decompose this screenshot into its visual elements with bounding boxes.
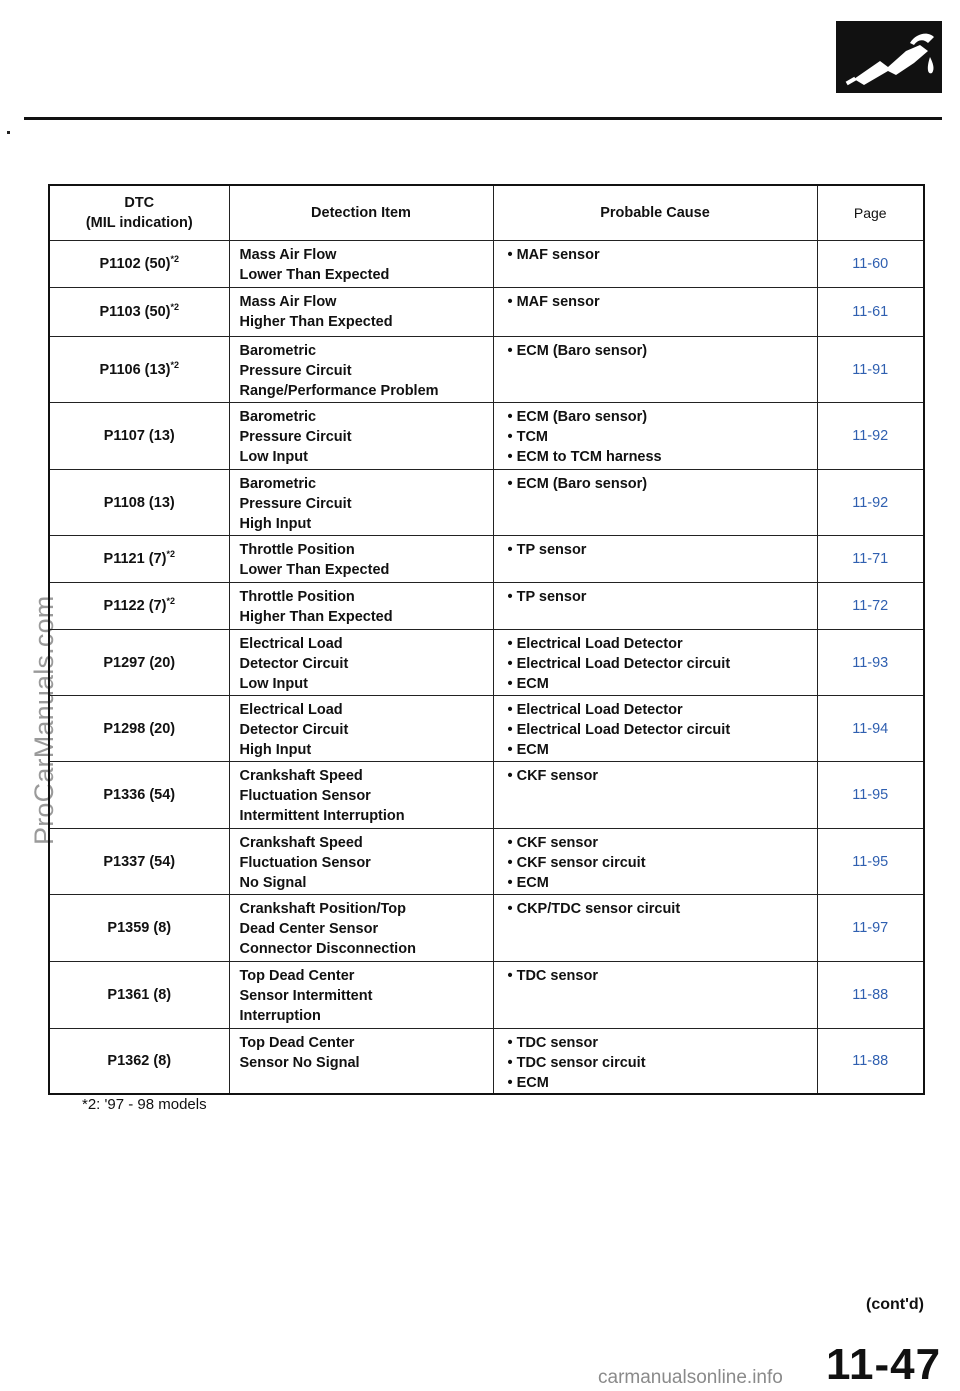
- cause-line: • CKF sensor: [507, 768, 598, 784]
- footnote-marker: *2: [170, 254, 179, 264]
- page-reference-link[interactable]: 11-88: [817, 1029, 924, 1095]
- dtc-code-text: P1297 (20): [103, 654, 176, 671]
- cause-line: • MAF sensor: [507, 247, 600, 263]
- dtc-code-text: P1106 (13): [99, 361, 171, 378]
- footnote-marker: *2: [166, 549, 175, 559]
- dtc-code: [49, 241, 229, 288]
- detection-item: [229, 536, 493, 583]
- cause-line: • TDC sensor circuit: [507, 1055, 646, 1071]
- detection-item: [229, 895, 493, 962]
- detection-line: Throttle Position: [239, 542, 355, 558]
- cause-line: • ECM (Baro sensor): [507, 409, 648, 425]
- detection-line: Barometric: [239, 343, 317, 359]
- dtc-code: [49, 536, 229, 583]
- page-reference-link[interactable]: 11-60: [817, 241, 924, 288]
- probable-cause: [493, 829, 817, 895]
- detection-item: [229, 1029, 493, 1095]
- probable-cause: [493, 241, 817, 288]
- detection-line: Range/Performance Problem: [239, 383, 439, 399]
- dtc-code: [49, 337, 229, 403]
- table-row: [49, 337, 924, 403]
- table-header-row: [49, 185, 924, 241]
- table-row: [49, 583, 924, 630]
- cause-line: • Electrical Load Detector: [507, 636, 683, 652]
- dtc-code-text: P1361 (8): [107, 987, 172, 1003]
- cause-line: • Electrical Load Detector circuit: [507, 656, 731, 672]
- detection-line: Crankshaft Position/Top: [239, 901, 406, 917]
- detection-item: [229, 470, 493, 536]
- cause-line: • TP sensor: [507, 589, 587, 605]
- dtc-code: [49, 403, 229, 470]
- table-row: [49, 288, 924, 337]
- probable-cause: [493, 337, 817, 403]
- detection-item: [229, 962, 493, 1029]
- detection-line: Fluctuation Sensor: [239, 855, 371, 871]
- detection-line: Electrical Load: [239, 702, 343, 718]
- detection-line: Top Dead Center: [239, 968, 355, 984]
- detection-line: Pressure Circuit: [239, 363, 352, 379]
- table-row: [49, 696, 924, 762]
- header-probable-cause: Probable Cause: [493, 185, 817, 241]
- dtc-code-text: P1337 (54): [103, 853, 176, 870]
- probable-cause: [493, 583, 817, 630]
- detection-item: [229, 241, 493, 288]
- cause-line: • TDC sensor: [507, 1035, 598, 1051]
- page-reference-link[interactable]: 11-92: [817, 470, 924, 536]
- dtc-code-text: P1121 (7): [103, 551, 167, 567]
- detection-line: Detector Circuit: [239, 722, 349, 738]
- dtc-code: [49, 1029, 229, 1095]
- page-reference-link[interactable]: 11-95: [817, 829, 924, 895]
- cause-line: • ECM: [507, 676, 549, 692]
- probable-cause: [493, 630, 817, 696]
- page-reference-link[interactable]: 11-61: [817, 288, 924, 337]
- detection-line: Crankshaft Speed: [239, 768, 363, 784]
- detection-line: Mass Air Flow: [239, 294, 337, 310]
- page-number: 11-47: [826, 1340, 942, 1389]
- header-dtc-line-2: (MIL indication): [85, 215, 193, 231]
- header-page: Page: [817, 185, 924, 241]
- cause-line: • ECM: [507, 742, 549, 758]
- detection-line: Barometric: [239, 476, 317, 492]
- dtc-code-text: P1107 (13): [103, 428, 175, 444]
- dtc-table: [48, 184, 925, 1095]
- page-reference-link[interactable]: 11-91: [817, 337, 924, 403]
- cause-line: • TCM: [507, 429, 549, 445]
- detection-item: [229, 583, 493, 630]
- cause-line: • MAF sensor: [507, 294, 600, 310]
- stray-mark: [7, 131, 10, 134]
- probable-cause: [493, 288, 817, 337]
- probable-cause: [493, 962, 817, 1029]
- detection-item: [229, 696, 493, 762]
- watermark: ProCarManuals.com: [29, 595, 59, 845]
- table-row: [49, 762, 924, 829]
- dtc-code: [49, 630, 229, 696]
- page-reference-link[interactable]: 11-72: [817, 583, 924, 630]
- detection-line: Higher Than Expected: [239, 609, 393, 625]
- dtc-code-text: P1122 (7): [103, 598, 167, 614]
- footnote-marker: *2: [166, 596, 175, 606]
- detection-line: Barometric: [239, 409, 317, 425]
- detection-line: Lower Than Expected: [239, 267, 390, 283]
- dtc-code-text: P1102 (50): [99, 256, 171, 272]
- dtc-code: [49, 895, 229, 962]
- detection-line: Pressure Circuit: [239, 429, 352, 445]
- header-dtc: [49, 185, 229, 241]
- site-url: carmanualsonline.info: [598, 1367, 783, 1388]
- table-row: [49, 241, 924, 288]
- page-reference-link[interactable]: 11-88: [817, 962, 924, 1029]
- probable-cause: [493, 1029, 817, 1095]
- detection-line: Throttle Position: [239, 589, 355, 605]
- detection-line: No Signal: [239, 875, 307, 891]
- detection-item: [229, 762, 493, 829]
- detection-line: Pressure Circuit: [239, 496, 352, 512]
- dtc-code: [49, 583, 229, 630]
- table-row: [49, 962, 924, 1029]
- page-reference-link[interactable]: 11-97: [817, 895, 924, 962]
- page-reference-link[interactable]: 11-94: [817, 696, 924, 762]
- table-row: [49, 829, 924, 895]
- dtc-code-text: P1362 (8): [107, 1053, 172, 1069]
- cause-line: • ECM: [507, 1075, 549, 1091]
- detection-item: [229, 829, 493, 895]
- cause-line: • ECM (Baro sensor): [507, 476, 648, 492]
- detection-line: Low Input: [239, 449, 308, 465]
- header-dtc-line-1: DTC: [124, 195, 155, 211]
- cause-line: • CKF sensor: [507, 835, 598, 851]
- page-reference-link[interactable]: 11-71: [817, 536, 924, 583]
- detection-line: Electrical Load: [239, 636, 343, 652]
- fuel-nozzle-icon: [836, 21, 942, 93]
- probable-cause: [493, 762, 817, 829]
- footnote-marker: *2: [170, 359, 179, 370]
- table-row: [49, 630, 924, 696]
- detection-item: [229, 337, 493, 403]
- cause-line: • CKF sensor circuit: [507, 855, 646, 871]
- probable-cause: [493, 696, 817, 762]
- detection-item: [229, 403, 493, 470]
- detection-line: Higher Than Expected: [239, 314, 393, 330]
- footnote: *2: '97 - 98 models: [82, 1096, 207, 1113]
- detection-line: Fluctuation Sensor: [239, 788, 371, 804]
- footnote-marker: *2: [170, 302, 179, 312]
- detection-line: Sensor No Signal: [239, 1055, 360, 1071]
- header-rule: [24, 117, 942, 120]
- cause-line: • Electrical Load Detector circuit: [507, 722, 731, 738]
- probable-cause: [493, 470, 817, 536]
- table-row: [49, 403, 924, 470]
- cause-line: • ECM: [507, 875, 549, 891]
- table-row: [49, 895, 924, 962]
- cause-line: • CKP/TDC sensor circuit: [507, 901, 681, 917]
- dtc-code: [49, 470, 229, 536]
- table-row: [49, 536, 924, 583]
- header-detection-item: Detection Item: [229, 185, 493, 241]
- dtc-code: [49, 962, 229, 1029]
- continued-label: (cont'd): [866, 1296, 925, 1313]
- cause-line: • TP sensor: [507, 542, 587, 558]
- dtc-code: [49, 762, 229, 829]
- page-reference-link[interactable]: 11-95: [817, 762, 924, 829]
- detection-line: Sensor Intermittent: [239, 988, 373, 1004]
- page-reference-link[interactable]: 11-93: [817, 630, 924, 696]
- dtc-code: [49, 696, 229, 762]
- page-reference-link[interactable]: 11-92: [817, 403, 924, 470]
- detection-line: Interruption: [239, 1008, 321, 1024]
- detection-line: Detector Circuit: [239, 656, 349, 672]
- dtc-code-text: P1336 (54): [103, 787, 176, 803]
- probable-cause: [493, 895, 817, 962]
- detection-line: Top Dead Center: [239, 1035, 355, 1051]
- detection-item: [229, 630, 493, 696]
- dtc-code: [49, 829, 229, 895]
- cause-line: • ECM to TCM harness: [507, 449, 662, 465]
- detection-line: High Input: [239, 516, 312, 532]
- detection-line: Dead Center Sensor: [239, 921, 379, 937]
- detection-item: [229, 288, 493, 337]
- dtc-code: [49, 288, 229, 337]
- dtc-code-text: P1359 (8): [107, 920, 172, 936]
- detection-line: Intermittent Interruption: [239, 808, 405, 824]
- detection-line: Low Input: [239, 676, 308, 692]
- detection-line: Mass Air Flow: [239, 247, 337, 263]
- dtc-code-text: P1298 (20): [103, 720, 176, 737]
- detection-line: Connector Disconnection: [239, 941, 416, 957]
- cause-line: • TDC sensor: [507, 968, 598, 984]
- probable-cause: [493, 536, 817, 583]
- cause-line: • Electrical Load Detector: [507, 702, 683, 718]
- dtc-code-text: P1108 (13): [103, 494, 175, 511]
- probable-cause: [493, 403, 817, 470]
- table-row: [49, 1029, 924, 1095]
- dtc-code-text: P1103 (50): [99, 304, 171, 320]
- table-row: [49, 470, 924, 536]
- detection-line: Lower Than Expected: [239, 562, 390, 578]
- detection-line: Crankshaft Speed: [239, 835, 363, 851]
- cause-line: • ECM (Baro sensor): [507, 343, 648, 359]
- detection-line: High Input: [239, 742, 312, 758]
